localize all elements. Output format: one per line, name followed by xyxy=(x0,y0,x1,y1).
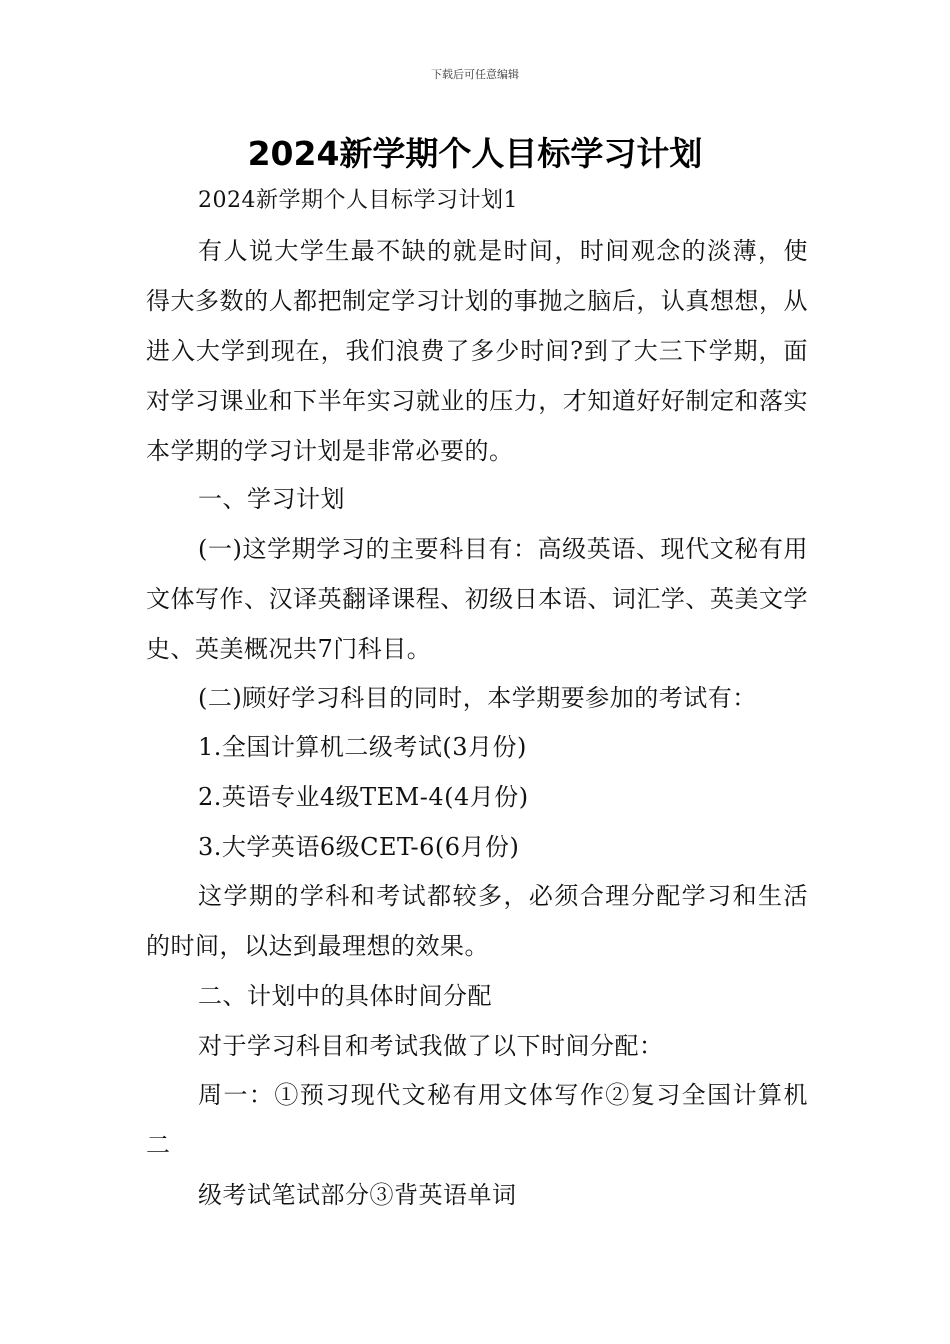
paragraph-monday-continued: 级考试笔试部分③背英语单词 xyxy=(198,1181,517,1209)
document-title: 2024新学期个人目标学习计划 xyxy=(247,134,703,173)
list-item-exam-3: 3.大学英语6级CET-6(6月份) xyxy=(198,833,520,861)
header-note: 下载后可任意编辑 xyxy=(431,68,519,81)
list-item-exam-1: 1.全国计算机二级考试(3月份) xyxy=(198,733,527,761)
paragraph-allocation-intro: 对于学习科目和考试我做了以下时间分配： xyxy=(198,1032,664,1060)
subtitle: 2024新学期个人目标学习计划1 xyxy=(198,188,518,213)
section-heading-2: 二、计划中的具体时间分配 xyxy=(198,982,492,1010)
paragraph-exams-intro: (二)顾好学习科目的同时，本学期要参加的考试有： xyxy=(198,684,757,712)
paragraph-intro: 有人说大学生最不缺的就是时间，时间观念的淡薄，使得大多数的人都把制定学习计划的事抛之脑后，认真想想，从进入大学到现在，我们浪费了多少时间?到了大三下学期，面对学习课业和下半年实习就业的压力，才知道好好制定和落实本学期的学习计划是非常必要的。 xyxy=(146,237,808,465)
paragraph-summary: 这学期的学科和考试都较多，必须合理分配学习和生活的时间，以达到最理想的效果。 xyxy=(146,882,808,960)
paragraph-subjects: (一)这学期学习的主要科目有：高级英语、现代文秘有用文体写作、汉译英翻译课程、初级日本语、词汇学、英美文学史、英美概况共7门科目。 xyxy=(146,535,808,663)
section-heading-1: 一、学习计划 xyxy=(198,485,345,513)
list-item-exam-2: 2.英语专业4级TEM-4(4月份) xyxy=(198,783,529,811)
paragraph-monday: 周一：①预习现代文秘有用文体写作②复习全国计算机二 xyxy=(146,1081,808,1159)
